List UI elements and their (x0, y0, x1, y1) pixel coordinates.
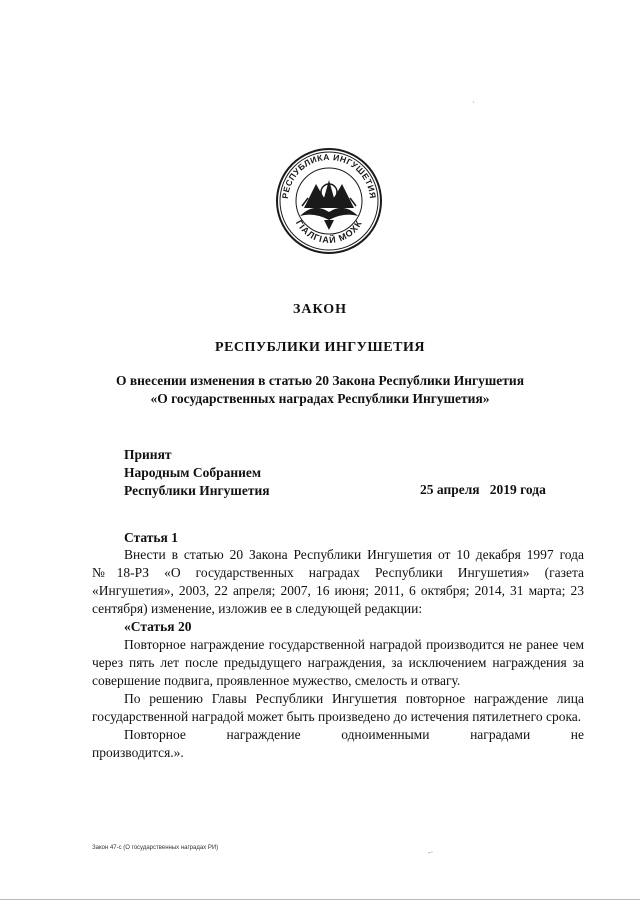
article-paragraph-end: производится.». (92, 745, 184, 760)
svg-text:РЕСПУБЛИКА ИНГУШЕТИЯ: РЕСПУБЛИКА ИНГУШЕТИЯ (279, 151, 379, 200)
adopted-by-label: Народным Собранием (124, 465, 262, 480)
emblem-icon (274, 146, 384, 256)
word: наградами (470, 727, 531, 742)
adoption-block (124, 446, 270, 500)
article-intro: Внести в статью 20 Закона Республики Ингушетия от 10 декабря 1997 года №18-РЗ «О государственных наградах Республики Ингушетия» (газета «Ингушетия», 2003, 22 апреля; 2007, 16 июня; 2011, 6 октября; 2014, 31 марта; 23 сентября) изменение, изложив ее в следующей редакции: (92, 547, 584, 616)
scan-edge-line (0, 899, 640, 900)
subject-line: «О государственных наградах Республики Ингушетия» (150, 391, 490, 406)
adoption-date: 25 апреля 2019 года (420, 482, 546, 497)
subject-line: О внесении изменения в статью 20 Закона Республики Ингушетия (115, 373, 524, 388)
word: Повторное (124, 727, 186, 742)
word: награждение (226, 727, 301, 742)
scan-speck: -· (428, 848, 434, 857)
svg-text:ГIАЛГIАЙ МОХК: ГIАЛГIАЙ МОХК (293, 218, 365, 246)
law-subject (0, 372, 640, 408)
article-paragraph: По решению Главы Республики Ингушетия повторное награждение лица государственной наградой может быть произведено до истечения пятилетнего срока. (92, 691, 584, 724)
quoted-article-heading: «Статья 20 (124, 619, 192, 634)
document-title: ЗАКОН (292, 302, 348, 317)
word: не (570, 727, 584, 742)
coat-of-arms-emblem (274, 146, 384, 256)
document-subtitle: РЕСПУБЛИКИ ИНГУШЕТИЯ (215, 340, 425, 355)
article-heading: Статья 1 (124, 530, 178, 545)
word: одноименными (341, 727, 430, 742)
footer-note: Закон 47-с (О государственных наградах РИ) (92, 845, 219, 851)
article-paragraph: Повторное награждение государственной наградой производится не ранее чем через пять лет после предыдущего награждения, за исключением награждения за совершение подвига, проявленное мужество, смелость и отвагу. (92, 637, 584, 688)
adopted-label: Принят (124, 447, 172, 462)
adopted-body-label: Республики Ингушетия (124, 483, 270, 498)
article-paragraph-spread (92, 726, 584, 744)
article-body (92, 546, 584, 762)
scan-speck: · (472, 98, 475, 107)
